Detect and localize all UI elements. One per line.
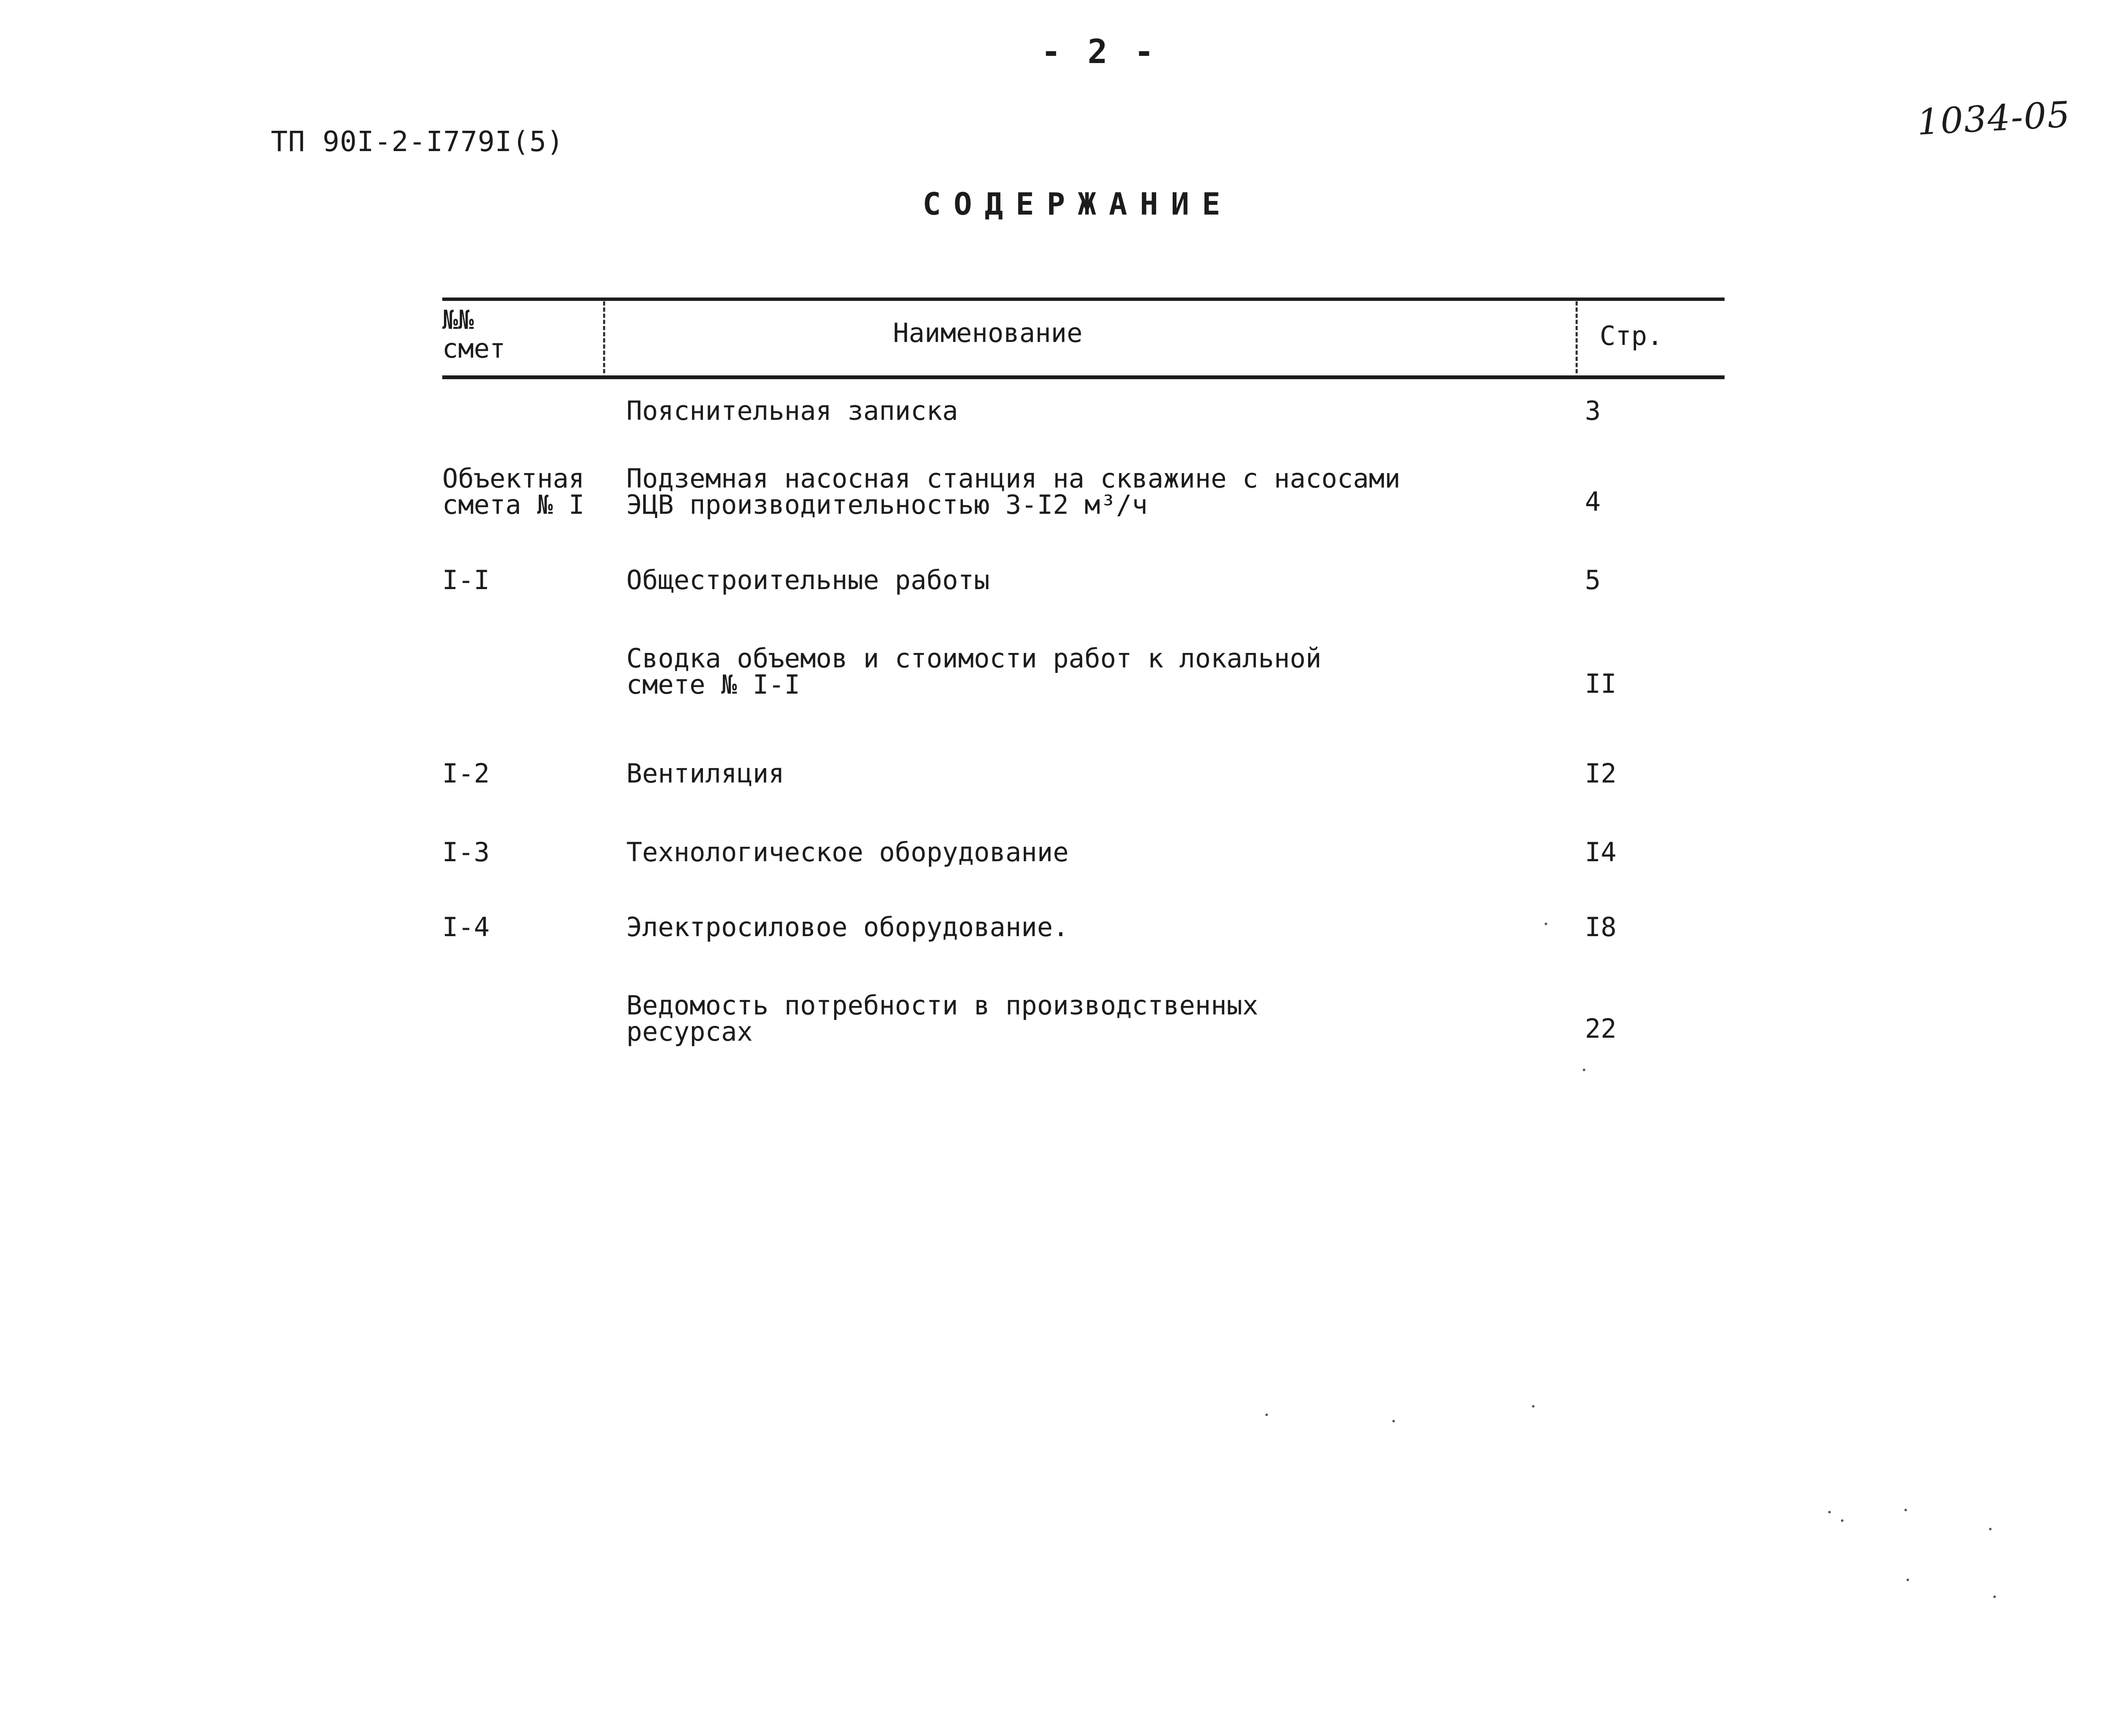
archive-number-handwritten: 1034-05 [1916, 94, 2072, 143]
toc-row-page: I8 [1585, 912, 1617, 942]
toc-row-page: 4 [1585, 486, 1601, 517]
toc-row-name: Электросиловое оборудование. [626, 912, 1069, 942]
column-separator [603, 301, 605, 373]
column-header-number: №№ смет [442, 304, 506, 364]
toc-row-name: Пояснительная записка [626, 395, 958, 426]
toc-row-name: Технологическое оборудование [626, 837, 1069, 868]
toc-row-name: Ведомость потребности в производственных ресурсах [626, 990, 1259, 1047]
toc-row-page: 5 [1585, 565, 1601, 595]
column-header-page: Стр. [1600, 320, 1663, 351]
toc-title: СОДЕРЖАНИЕ [923, 186, 1233, 222]
toc-row-code: I-4 [442, 912, 490, 942]
column-header-name: Наименование [893, 317, 1083, 348]
document-code: ТП 90I-2-I779I(5) [271, 125, 564, 158]
toc-row-name: Общестроительные работы [626, 565, 990, 595]
toc-row-code: I-2 [442, 758, 490, 789]
page-number: - 2 - [1041, 33, 1157, 71]
toc-row-name: Подземная насосная станция на скважине с насосами ЭЦВ производительностью 3-I2 м³/ч [626, 463, 1401, 520]
table-top-rule [442, 298, 1725, 301]
table-header-rule [442, 375, 1725, 379]
toc-row-page: 3 [1585, 395, 1601, 426]
toc-row-name: Сводка объемов и стоимости работ к локальной смете № I-I [626, 643, 1322, 700]
toc-row-page: 22 [1585, 1013, 1617, 1044]
toc-row-code: I-3 [442, 837, 490, 868]
toc-row-name: Вентиляция [626, 758, 785, 789]
column-separator [1576, 301, 1578, 373]
toc-row-code: I-I [442, 565, 490, 595]
toc-row-code: Объектная смета № I [442, 463, 584, 520]
toc-row-page: II [1585, 668, 1617, 699]
toc-row-page: I2 [1585, 758, 1617, 789]
toc-row-page: I4 [1585, 837, 1617, 868]
